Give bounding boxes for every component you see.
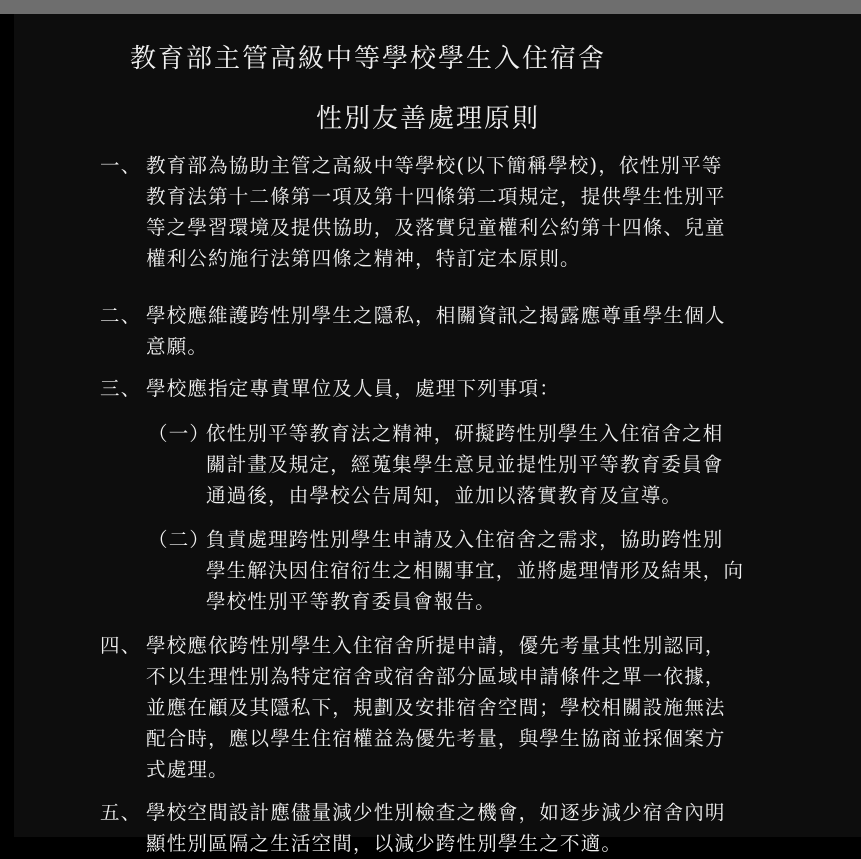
subitem-line: 學校性別平等教育委員會報告。 <box>206 590 496 613</box>
article-line: 學校應維護跨性別學生之隱私，相關資訊之揭露應尊重學生個人 <box>146 304 726 327</box>
article-marker: 二、 <box>100 304 142 327</box>
article-line: 意願。 <box>146 335 209 358</box>
subitem-line: 學生解決因住宿衍生之相關事宜，並將處理情形及結果，向 <box>206 559 745 582</box>
subitem-line: 依性別平等教育法之精神，研擬跨性別學生入住宿舍之相 <box>206 422 724 445</box>
subitem-body <box>206 524 744 617</box>
article-body <box>146 797 726 859</box>
subitem-line: 通過後，由學校公告周知，並加以落實教育及宣導。 <box>206 484 683 507</box>
article-marker: 一、 <box>100 154 142 177</box>
article-line: 教育法第十二條第一項及第十四條第二項規定，提供學生性別平 <box>146 185 726 208</box>
subitem-body <box>206 418 724 511</box>
article-line: 不以生理性別為特定宿舍或宿舍部分區域申請條件之單一依據， <box>146 665 726 688</box>
article-line: 式處理。 <box>146 758 229 781</box>
subitem-line: 關計畫及規定，經蒐集學生意見並提性別平等教育委員會 <box>206 453 724 476</box>
article-marker: 五、 <box>100 801 142 824</box>
article-line: 並應在顧及其隱私下，規劃及安排宿舍空間；學校相關設施無法 <box>146 696 726 719</box>
document-title-line-2: 性別友善處理原則 <box>316 104 541 134</box>
subitem-line: 負責處理跨性別學生申請及入住宿舍之需求，協助跨性別 <box>206 528 724 551</box>
document-page <box>14 14 861 855</box>
article-line: 等之學習環境及提供協助，及落實兒童權利公約第十四條、兒童 <box>146 216 726 239</box>
article-line: 顯性別區隔之生活空間，以減少跨性別學生之不適。 <box>146 832 623 855</box>
article-marker: 四、 <box>100 634 142 657</box>
subitem-marker: （一） <box>148 422 211 445</box>
subitem-marker: （二） <box>148 528 211 551</box>
article-marker: 三、 <box>100 377 142 400</box>
article-line: 學校空間設計應儘量減少性別檢查之機會，如逐步減少宿舍內明 <box>146 801 726 824</box>
article-line: 學校應依跨性別學生入住宿舍所提申請，優先考量其性別認同， <box>146 634 726 657</box>
article-body <box>146 373 560 404</box>
article-line: 教育部為協助主管之高級中等學校(以下簡稱學校)，依性別平等 <box>146 154 723 177</box>
article-line: 學校應指定專責單位及人員，處理下列事項： <box>146 377 561 400</box>
article-body <box>146 630 726 785</box>
article-line: 配合時，應以學生住宿權益為優先考量，與學生協商並採個案方 <box>146 727 726 750</box>
article-body <box>146 300 726 362</box>
document-title-line-1: 教育部主管高級中等學校學生入住宿舍 <box>130 44 607 74</box>
article-body <box>146 150 726 274</box>
article-line: 權利公約施行法第四條之精神，特訂定本原則。 <box>146 247 581 270</box>
viewer-top-bar <box>0 0 861 14</box>
viewer-left-margin <box>0 14 14 837</box>
